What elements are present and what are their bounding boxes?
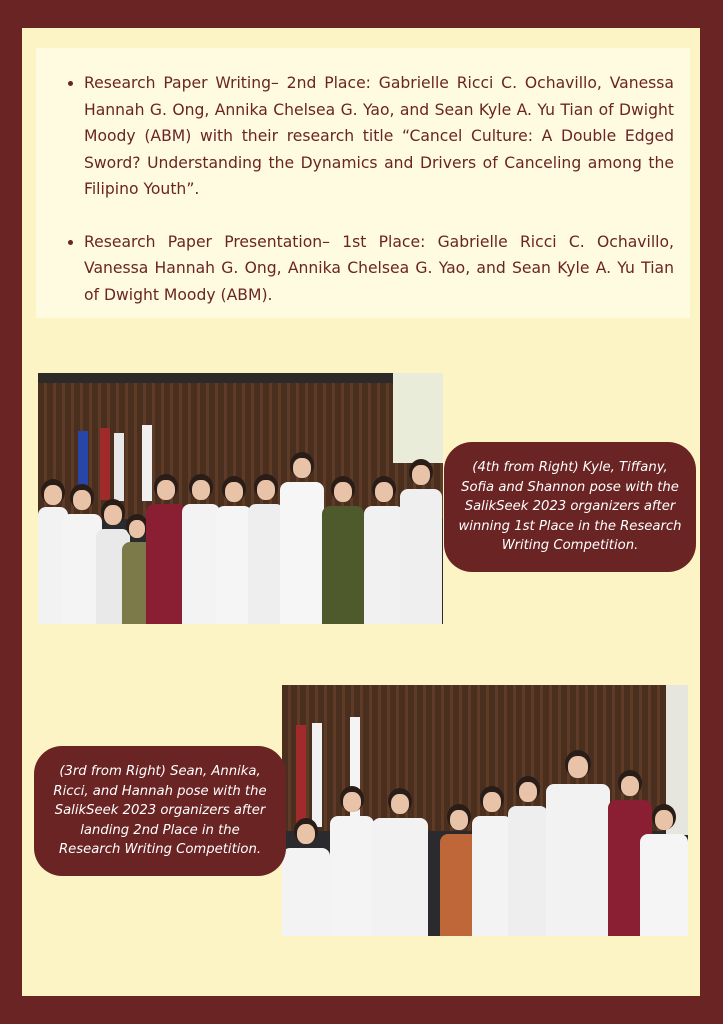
- photo-caption-1: [444, 442, 696, 572]
- flag: [296, 725, 306, 825]
- person: [146, 474, 186, 624]
- awards-text-box: [36, 48, 690, 318]
- person: [508, 776, 548, 936]
- person: [330, 786, 374, 936]
- photo-caption-2: [34, 746, 286, 876]
- person: [364, 476, 404, 624]
- projector-screen: [393, 373, 443, 463]
- award-item-writing: • Research Paper Writing– 2nd Place: Gabrielle Ricci C. Ochavillo, Vanessa Hannah G. Ong, Annika Chelsea G. Yao, and Sean Kyle A. Yu Tian of Dwight Moody (ABM) with their research title “Cancel Culture: A Double Edged Sword? Understanding the Dynamics and Drivers of Canceling among the Filipino Youth”.: [84, 70, 674, 203]
- person: [400, 459, 442, 624]
- person: [372, 788, 428, 936]
- person: [546, 750, 610, 936]
- person: [182, 474, 220, 624]
- flag: [114, 433, 124, 501]
- person: [216, 476, 252, 624]
- flag: [312, 723, 322, 827]
- person: [280, 452, 324, 624]
- person: [640, 804, 688, 936]
- person: [322, 476, 364, 624]
- person: [472, 786, 512, 936]
- ceiling: [38, 373, 443, 383]
- photo-caption-2-text: (3rd from Right) Sean, Annika, Ricci, and Hannah pose with the SalikSeek 2023 organizers after landing 2nd Place in the Research Writing Competition.: [53, 764, 267, 858]
- page: [22, 28, 700, 996]
- person: [248, 474, 284, 624]
- photo-caption-1-text: (4th from Right) Kyle, Tiffany, Sofia and Shannon pose with the SalikSeek 2023 organizers after winning 1st Place in the Research Writing Competition.: [458, 460, 682, 554]
- award-item-presentation: • Research Paper Presentation– 1st Place: Gabrielle Ricci C. Ochavillo, Vanessa Hannah G. Ong, Annika Chelsea G. Yao, and Sean Kyle A. Yu Tian of Dwight Moody (ABM).: [84, 229, 674, 309]
- person: [282, 818, 330, 936]
- awards-list: [66, 70, 674, 308]
- group-photo-2: [282, 685, 688, 936]
- group-photo-1: [38, 373, 443, 624]
